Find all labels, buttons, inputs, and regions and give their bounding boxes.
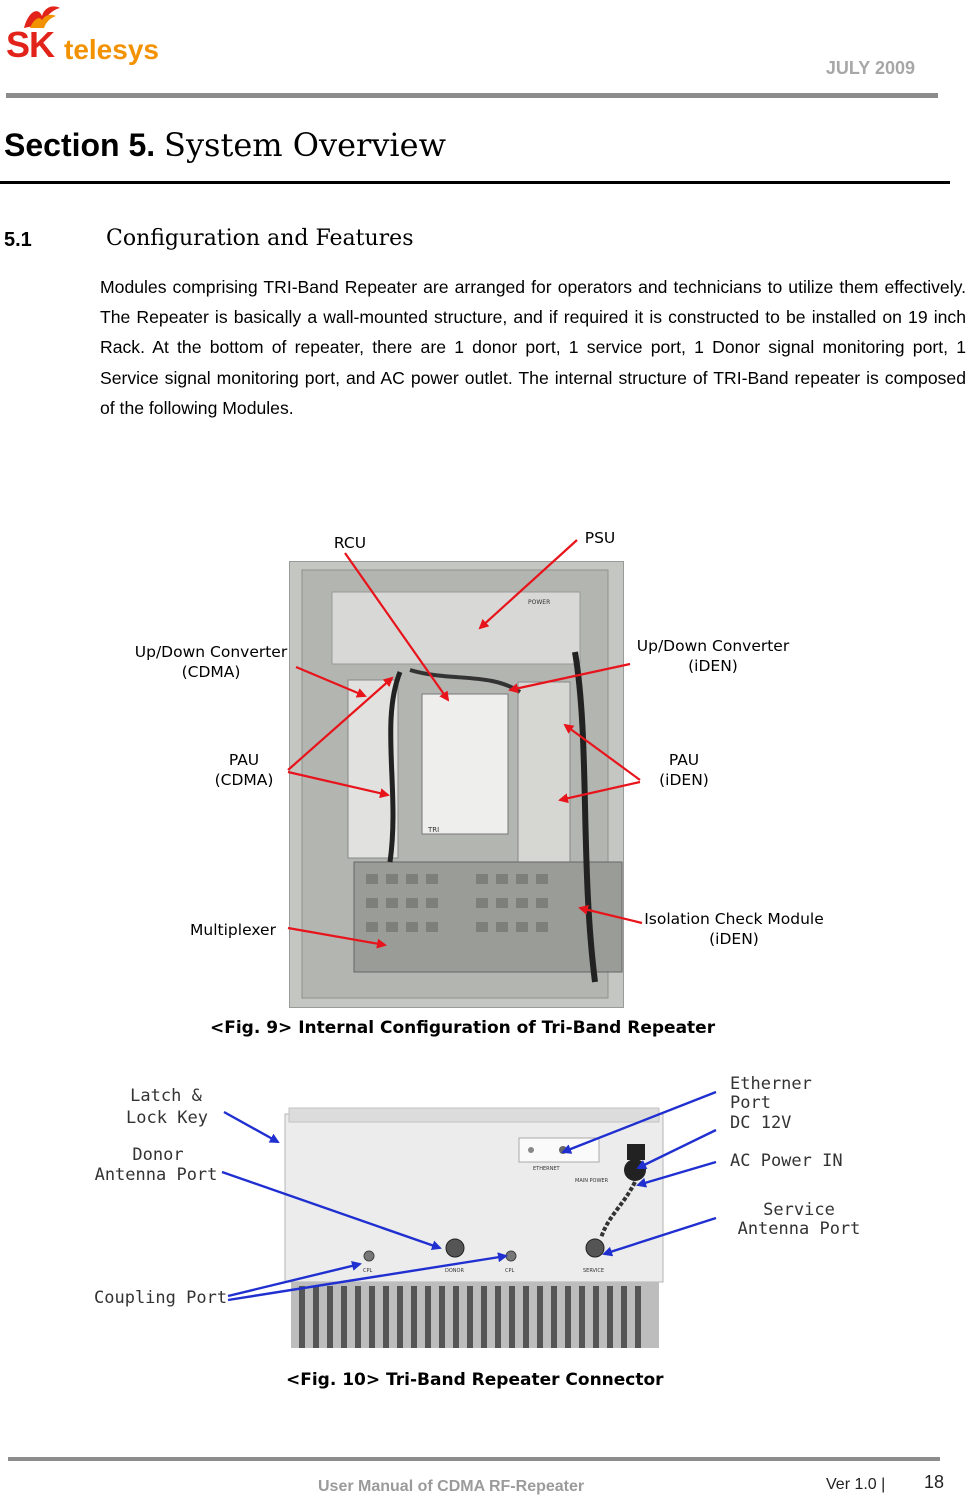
label-service-2: Antenna Port — [737, 1219, 861, 1239]
subsection-number: 5.1 — [4, 229, 32, 251]
label-donor-2: Antenna Port — [94, 1165, 218, 1185]
figure10-arrows — [0, 1060, 967, 1380]
document-date: JULY 2009 — [825, 58, 915, 78]
power-panel-text: POWER — [528, 599, 551, 606]
page-number: 18 — [924, 1472, 945, 1492]
panel-service-text: SERVICE — [583, 1268, 605, 1274]
panel-cpl-left-text: CPL — [363, 1268, 373, 1274]
label-udc-cdma-2: (CDMA) — [181, 663, 241, 681]
footer-manual-title: User Manual of CDMA RF-Repeater — [318, 1478, 585, 1495]
label-donor-1: Donor — [132, 1145, 184, 1165]
label-udc-cdma-1: Up/Down Converter — [134, 643, 288, 661]
logo-telesys: telesys — [64, 34, 159, 65]
label-ac: AC Power IN — [730, 1151, 843, 1171]
logo-sk: SK — [6, 24, 55, 65]
label-coupling: Coupling Port — [94, 1288, 228, 1308]
label-pau-cdma-1: PAU — [228, 751, 260, 769]
label-psu: PSU — [584, 529, 616, 547]
label-udc-iden-2: (iDEN) — [688, 657, 738, 675]
label-latch-2: Lock Key — [126, 1108, 208, 1128]
figure10-caption: <Fig. 10> Tri-Band Repeater Connector — [286, 1370, 664, 1390]
figure9-caption: <Fig. 9> Internal Configuration of Tri-Band Repeater — [210, 1018, 716, 1038]
panel-ethernet-text: ETHERNET — [533, 1166, 560, 1172]
label-service-1: Service — [763, 1200, 835, 1220]
label-ethernet: Etherner Port — [730, 1074, 812, 1113]
label-dc: DC 12V — [730, 1113, 792, 1133]
tri-panel-text: TRI — [428, 826, 440, 834]
footer-version: Ver 1.0 | — [826, 1476, 886, 1493]
label-isolation-1: Isolation Check Module — [644, 910, 824, 928]
footer-rule — [8, 1457, 940, 1461]
label-pau-iden-1: PAU — [668, 751, 700, 769]
panel-main-power-text: MAIN POWER — [575, 1178, 609, 1184]
section-number: Section 5. — [4, 127, 156, 163]
body-paragraph: Modules comprising TRI-Band Repeater are arranged for operators and technicians to utilize them effectively. The Repeater is basically a wall-mounted structure, and if required it is constructed to be installed on 19 inch Rack. At the bottom of repeater, there are 1 donor port, 1 service port, 1 Donor signal monitoring port, 1 Service signal monitoring port, and AC power outlet. The internal structure of TRI-Band repeater is composed of the following Modules. — [100, 277, 966, 418]
label-pau-cdma-2: (CDMA) — [214, 771, 274, 789]
label-isolation-2: (iDEN) — [709, 930, 759, 948]
panel-donor-text: DONOR — [445, 1268, 464, 1274]
panel-cpl-right-text: CPL — [505, 1268, 515, 1274]
label-rcu: RCU — [333, 534, 367, 552]
subsection-title: Configuration and Features — [106, 226, 414, 251]
label-latch-1: Latch & — [130, 1086, 202, 1106]
section-name: System Overview — [164, 126, 446, 164]
label-multiplexer: Multiplexer — [190, 921, 276, 939]
label-pau-iden-2: (iDEN) — [659, 771, 709, 789]
label-udc-iden-1: Up/Down Converter — [636, 637, 790, 655]
